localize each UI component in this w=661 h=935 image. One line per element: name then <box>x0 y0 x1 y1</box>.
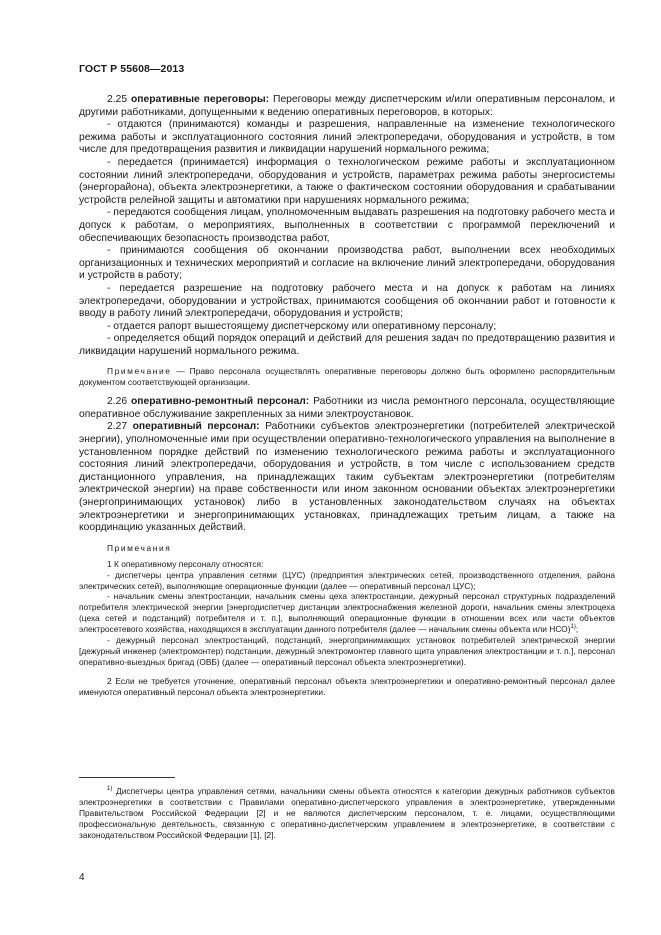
definition-text: Переговоры между диспетчерским и/или оперативным персоналом, и другими работниками, допущенными к ведению оперативных переговоров, в которых: <box>79 94 615 118</box>
note-1-item-text: - начальник смены электростанции, начальник смены цеха электростанции, дежурный персонал структурных подразделений потребителя электрической энергии [энергодиспетчер дистанции электроснабжения железной дороги, начальник смены электроцеха (цеха сетей и подстанций) потребителя и т. п.], выполняющий операционные функции в отношении всех или части объектов электросетевого хозяйства, находящихся в эксплуатации данного потребителя (далее — начальник смены объекта или НСО) <box>79 591 615 635</box>
list-item: - передается разрешение на подготовку рабочего места и на допуск к работам на линиях электропередачи, оборудовании и устройствах, принимаются сообщения об окончании работ и готовности к вводу в работу линий электропередачи, оборудования и устройств; <box>79 282 615 320</box>
note-label: Примечание <box>107 366 172 377</box>
footnote-text: Диспетчеры центра управления сетями, начальники смены объекта относятся к категории дежурных работников субъектов электроэнергетики в соответствии с Правилами оперативно-диспетчерского управления в электроэнергетике, утвержденными Правительством Российской Федерации [2] и не являются диспетчерским персоналом, т. е. лицами, осуществляющими профессиональную деятельность, связанную с оперативно-диспетчерским управлением в электроэнергетике, в соответствии с законодательством Российской Федерации [1], [2]. <box>79 786 615 840</box>
note-1-item: - диспетчеры центра управления сетями (ЦУС) (предприятия электрических сетей, производственного отделения, района электрических сетей), выполняющие операционные функции (далее — оперативный персонал ЦУС); <box>79 569 615 591</box>
section-number: 2.26 <box>107 396 128 408</box>
footnote <box>79 786 615 841</box>
term: оперативно-ремонтный персонал: <box>130 396 310 408</box>
definition-text: Работники из числа ремонтного персонала, осуществляющие оперативное обслуживание закрепленных за ними электроустановок. <box>79 396 615 420</box>
list-item: - передаются сообщения лицам, уполномоченным выдавать разрешения на подготовку рабочего места и допуск к работам, о мероприятиях, выполненных в соответствии с программой переключений и обеспечивающих безопасность производства работ, <box>79 207 615 244</box>
definition-text: Работники субъектов электроэнергетики (потребителей электрической энергии), уполномоченные ими при осуществлении оперативно-технологического управления на выполнение в установленном порядке действий по изменению технологического режима работы и эксплуатационного состояния линий электропередачи, оборудования и устройств, в том числе с использованием средств дистанционного управления, на принадлежащих таким субъектам электроэнергетики (потребителям электрической энергии) на праве собственности или ином законном основании объектах электроэнергетики (энергопринимающих установок) либо в установленных законодательством случаях на объектах электроэнергетики и энергопринимающих установках, принадлежащих третьим лицам, а также на координацию указанных действий. <box>79 421 615 534</box>
list-item: - принимаются сообщения об окончании производства работ, выполнении всех необходимых организационных и технических мероприятий и согласие на включение линий электропередачи, оборудования и устройств в работу; <box>79 245 615 282</box>
section-2-26-definition <box>79 396 615 421</box>
note-text: — Право персонала осуществлять оперативные переговоры должно быть оформлено распорядительным документом соответствующей организации. <box>79 366 615 388</box>
page-content <box>79 94 615 698</box>
note-2: 2 Если не требуется уточнение, оперативный персонал объекта электроэнергетики и оперативно-ремонтный персонал далее именуются оперативный персонал объекта электроэнергетики. <box>79 675 615 697</box>
page-number: 4 <box>79 872 85 883</box>
list-item: - отдается рапорт вышестоящему диспетчерскому или оперативному персоналу; <box>107 320 497 332</box>
footnote-reference[interactable]: 1) <box>570 624 576 631</box>
note <box>79 366 615 388</box>
note-1-item <box>79 591 615 635</box>
note-1-item-end: ; <box>575 624 579 635</box>
list-item: - передается (принимается) информация о технологическом режиме работы и эксплуатационном состоянии линий электропередачи, оборудования и устройств, параметрах режима работы энергосистемы (энергорайона), объекта электроэнергетики, а также о фактическом состоянии оборудования и срабатывании устройств релейной защиты и автоматики при нарушениях нормального режима; <box>79 156 615 206</box>
document-header: ГОСТ Р 55608—2013 <box>79 63 185 75</box>
footnote-marker: 1) <box>107 786 113 793</box>
footnote-separator <box>79 777 175 778</box>
section-2-25-definition <box>79 94 615 119</box>
notes-heading: Примечания <box>107 542 172 553</box>
note-1-item: - дежурный персонал электростанций, подстанций, энергопринимающих установок потребителей электрической энергии [дежурный инженер (электромонтер) подстанции, дежурный электромонтер главного щита управления электростанции и т. п.], персонал оперативно-выездных бригад (ОВБ) (далее — оперативный персонал объекта электроэнергетики). <box>79 635 615 667</box>
section-number: 2.27 <box>107 421 128 433</box>
section-number: 2.25 <box>107 94 128 105</box>
note-1-intro: 1 К оперативному персоналу относятся: <box>107 558 264 569</box>
term: оперативный персонал: <box>132 421 260 433</box>
list-item: - отдаются (принимаются) команды и разрешения, направленные на изменение технологического режима работы и эксплуатационного состояния линий электропередачи, оборудования и устройств, в том числе для предотвращения развития и ликвидации нарушений нормального режима; <box>79 119 615 156</box>
term: оперативные переговоры: <box>131 94 270 105</box>
list-item: - определяется общий порядок операций и действий для решения задач по предотвращению развития и ликвидации нарушений нормального режима. <box>79 333 615 357</box>
section-2-27-definition <box>79 421 615 534</box>
